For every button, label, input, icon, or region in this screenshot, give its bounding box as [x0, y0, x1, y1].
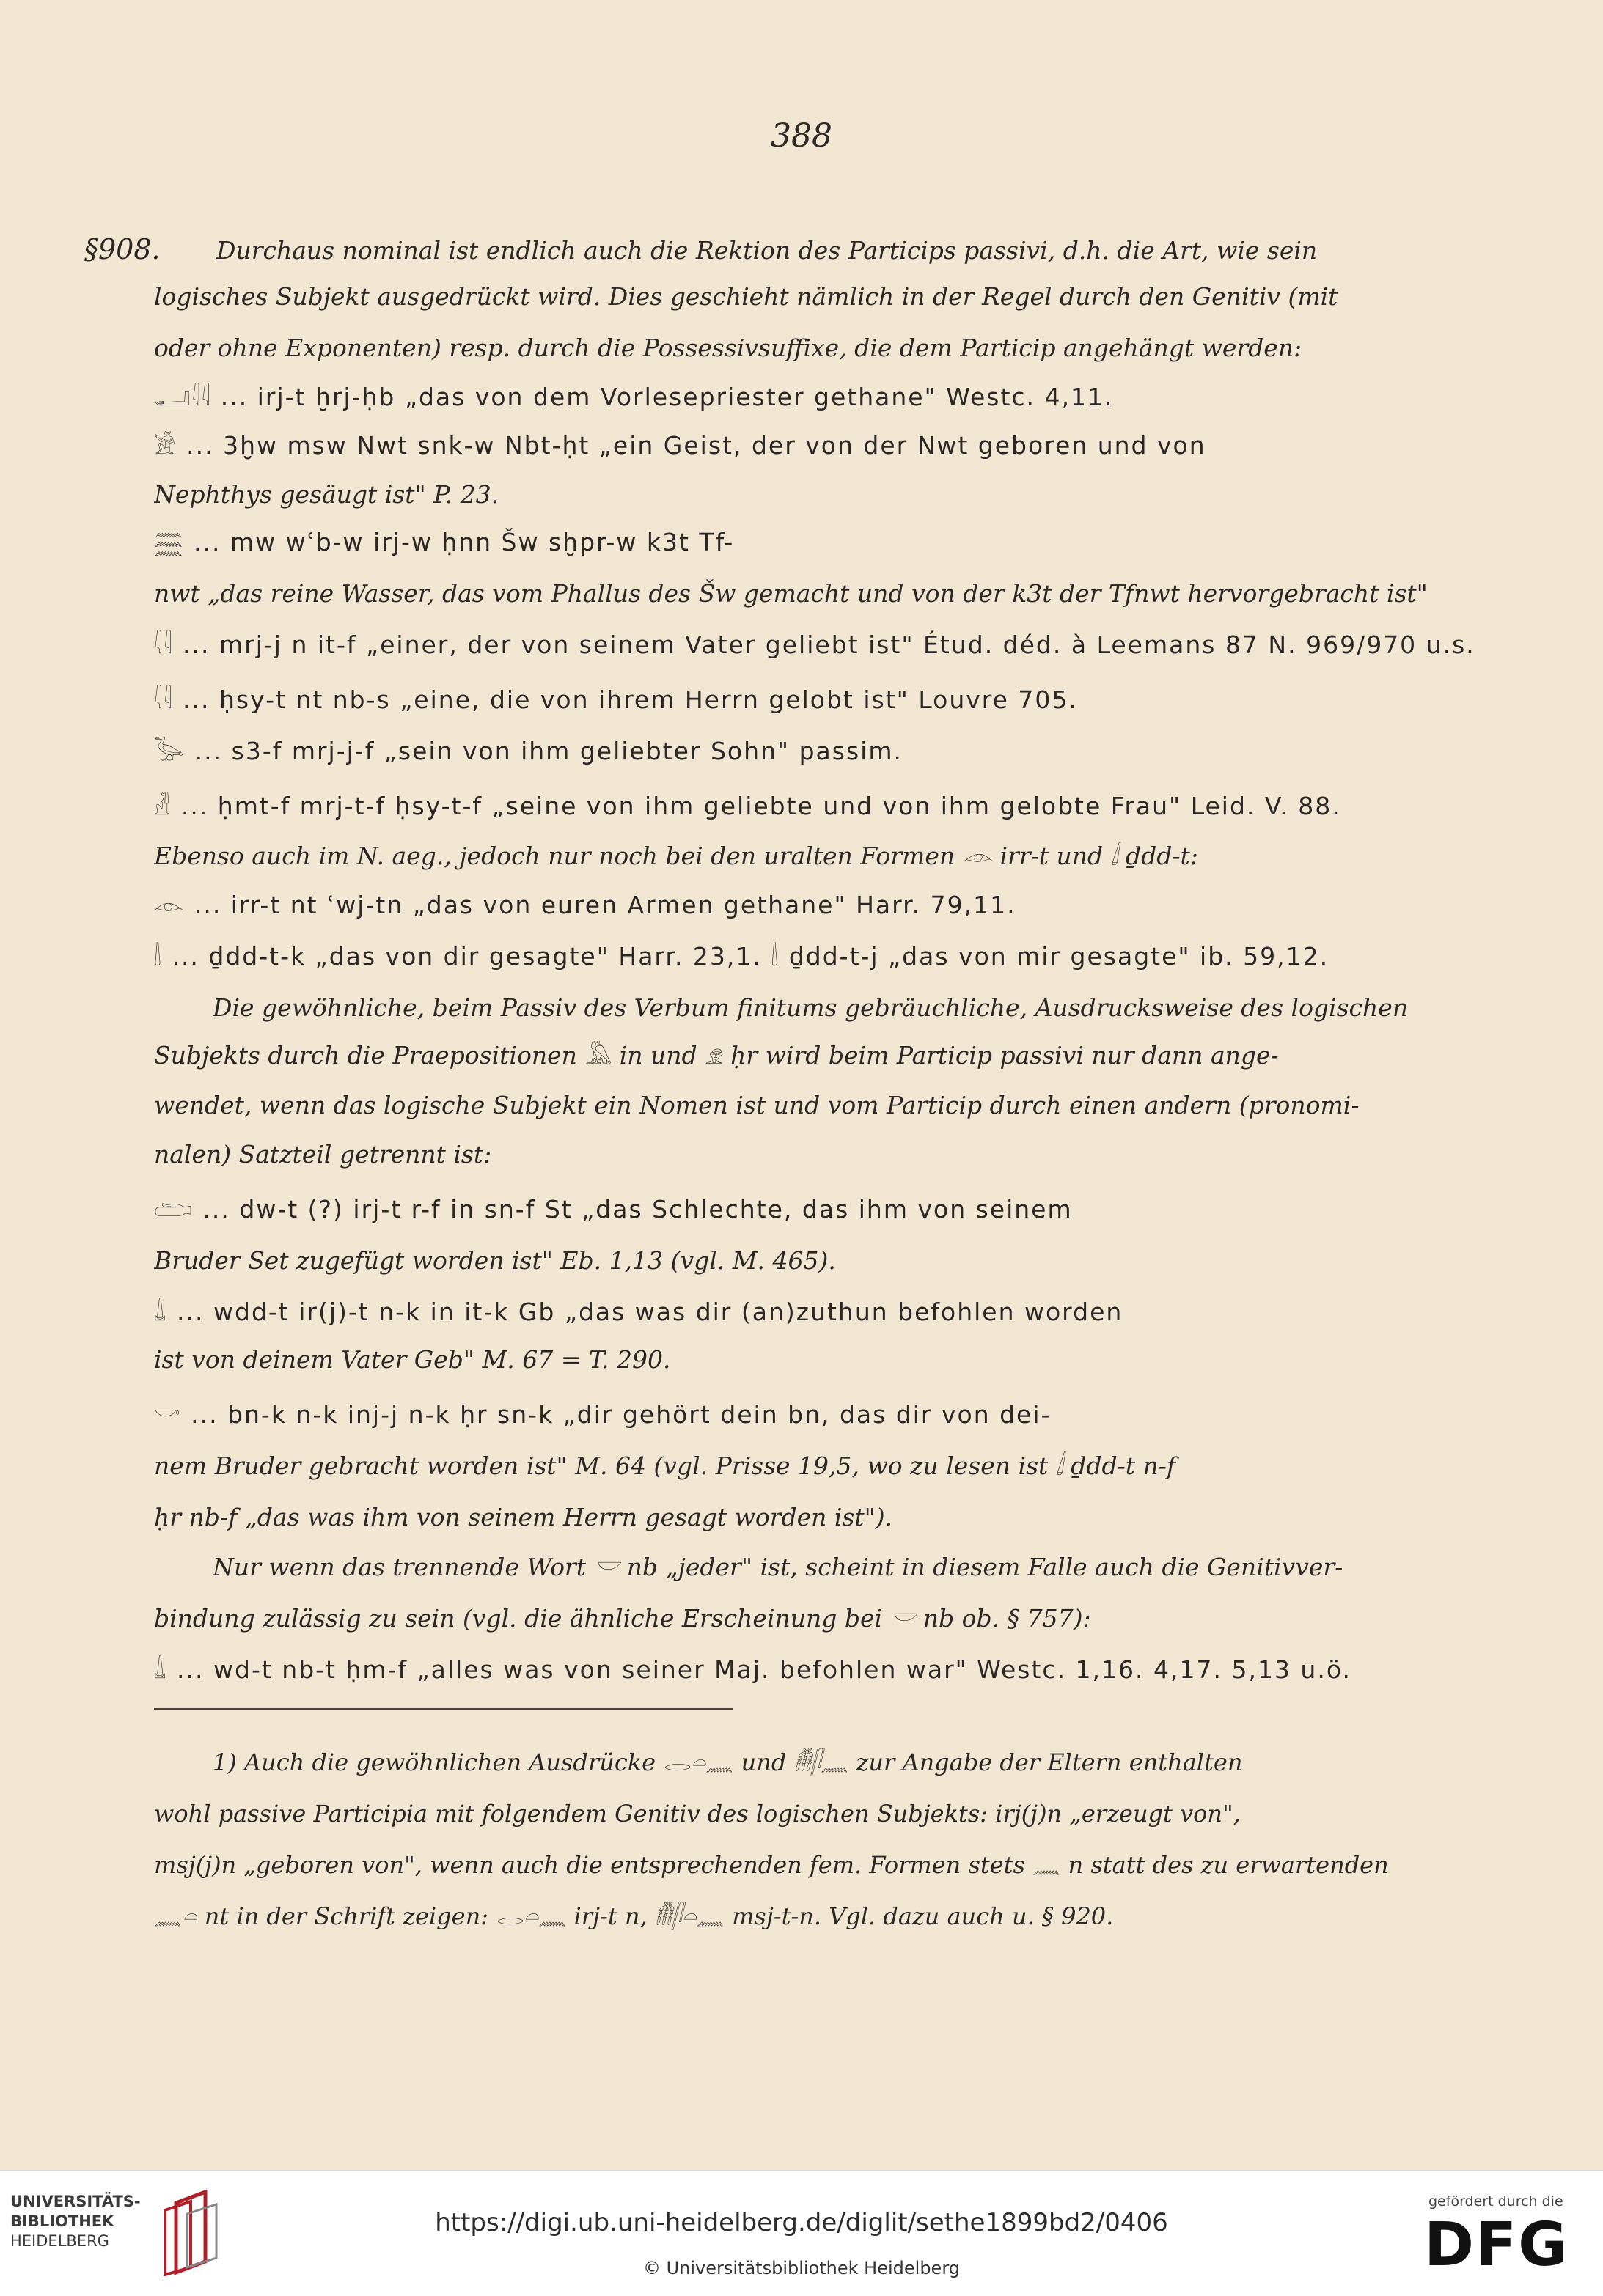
text-line-3: oder ohne Exponenten) resp. durch die Possessivsuffixe, die dem Particip angehängt werden: — [154, 334, 1302, 362]
logo-line-3: HEIDELBERG — [10, 2232, 109, 2250]
example-line-13: 𓍑 ... wd-t nb-t ḥm-f „alles was von seiner Maj. befohlen war" Westc. 1,16. 4,17. 5,13 u.ö. — [154, 1655, 1351, 1684]
footnote-line-1: 1) Auch die gewöhnlichen Ausdrücke 𓂋𓏏𓈖 und 𓄟𓋴𓈖 zur Angabe der Eltern enthalten — [213, 1748, 1243, 1776]
text-line-18: wendet, wenn das logische Subjekt ein Nomen ist und vom Particip durch einen andern (pronomi- — [154, 1091, 1360, 1119]
example-line-10: 𓂧 ... dw-t (?) irj-t r-f in sn-f St „das Schlechte, das ihm von seinem — [154, 1195, 1073, 1224]
text-line-17: Subjekts durch die Praepositionen 𓅓 in und 𓁷 ḥr wird beim Particip passivi nur dann ange- — [154, 1041, 1279, 1070]
text-line-27: Nur wenn das trennende Wort 𓎟 nb „jeder" ist, scheint in diesem Falle auch die Genitivver- — [213, 1553, 1343, 1581]
section-label: §908. — [84, 233, 161, 265]
logo-line-2: BIBLIOTHEK — [10, 2212, 114, 2230]
funder-label: gefördert durch die — [1428, 2193, 1563, 2209]
example-line-3: 𓈗 ... mw wʿb-w irj-w ḥnn Šw sḫpr-w k3t Tf- — [154, 528, 735, 556]
page-number: 388 — [771, 117, 832, 155]
text-line-13: Ebenso auch im N. aeg., jedoch nur noch bei den uralten Formen 𓁹 irr-t und 𓌃 ḏdd-t: — [154, 842, 1198, 870]
example-line-2: 𓀀 ... 3ḫw msw Nwt snk-w Nbt-ḥt „ein Geist, der von der Nwt geboren und von — [154, 431, 1206, 460]
text-line-2: logisches Subjekt ausgedrückt wird. Dies geschieht nämlich in der Regel durch den Genitiv (mit — [154, 282, 1338, 311]
footnote-line-3: msj(j)n „geboren von", wenn auch die entsprechenden fem. Formen stets 𓈖 n statt des zu erwartenden — [154, 1851, 1389, 1879]
dfg-logo: DFG — [1424, 2210, 1569, 2280]
footnote-line-2: wohl passive Participia mit folgendem Genitiv des logischen Subjekts: irj(j)n „erzeugt von", — [154, 1800, 1241, 1828]
text-line-23: ist von deinem Vater Geb" M. 67 = T. 290. — [154, 1345, 671, 1374]
text-line-16: Die gewöhnliche, beim Passiv des Verbum finitums gebräuchliche, Ausdrucksweise des logischen — [213, 993, 1409, 1022]
example-line-1: 𓂝𓇋𓇋 ... irj-t ḫrj-ḥb „das von dem Vorlesepriester gethane" Westc. 4,11. — [154, 383, 1114, 411]
logo-line-1: UNIVERSITÄTS- — [10, 2193, 141, 2210]
footnote-separator — [154, 1708, 733, 1710]
text-line-6: Nephthys gesäugt ist" P. 23. — [154, 480, 499, 509]
example-line-8: 𓁹 ... irr-t nt ʿwj-tn „das von euren Armen gethane" Harr. 79,11. — [154, 891, 1016, 919]
example-line-9: 𓌃 ... ḏdd-t-k „das von dir gesagte" Harr. 23,1. 𓌃 ḏdd-t-j „das von mir gesagte" ib. 59,12. — [154, 942, 1329, 971]
text-line-21: Bruder Set zugefügt worden ist" Eb. 1,13 (vgl. M. 465). — [154, 1246, 836, 1275]
example-line-12: 𓎡 ... bn-k n-k inj-j n-k ḥr sn-k „dir gehört dein bn, das dir von dei- — [154, 1400, 1052, 1429]
text-line-8: nwt „das reine Wasser, das vom Phallus des Šw gemacht und von der k3t der Tfnwt hervorgebracht ist" — [154, 579, 1428, 608]
copyright-text: © Universitätsbibliothek Heidelberg — [642, 2258, 960, 2278]
text-line-28: bindung zulässig zu sein (vgl. die ähnliche Erscheinung bei 𓎟 nb ob. § 757): — [154, 1604, 1091, 1633]
text-line-19: nalen) Satzteil getrennt ist: — [154, 1140, 492, 1169]
example-line-11: 𓍑 ... wdd-t ir(j)-t n-k in it-k Gb „das was dir (an)zuthun befohlen worden — [154, 1298, 1123, 1326]
footnote-line-4: 𓈖𓏏 nt in der Schrift zeigen: 𓂋𓏏𓈖 irj-t n, 𓄟𓋴𓏏𓈖 msj-t-n. Vgl. dazu auch u. § 920. — [154, 1902, 1114, 1930]
source-url-link[interactable]: https://digi.ub.uni-heidelberg.de/diglit/sethe1899bd2/0406 — [435, 2208, 1168, 2237]
example-line-7: 𓁐 ... ḥmt-f mrj-t-f ḥsy-t-f „seine von ihm geliebte und von ihm gelobte Frau" Leid. V. 88. — [154, 792, 1341, 820]
text-line-26: ḥr nb-f „das was ihm von seinem Herrn gesagt worden ist"). — [154, 1503, 893, 1531]
text-line-25: nem Bruder gebracht worden ist" M. 64 (vgl. Prisse 19,5, wo zu lesen ist 𓌃 ḏdd-t n-f — [154, 1451, 1176, 1480]
example-line-5: 𓇋𓇋 ... ḥsy-t nt nb-s „eine, die von ihrem Herrn gelobt ist" Louvre 705. — [154, 685, 1078, 714]
text-line-1: Durchaus nominal ist endlich auch die Rektion des Particips passivi, d.h. die Art, wie sein — [216, 236, 1318, 265]
example-line-4: 𓇋𓇋 ... mrj-j n it-f „einer, der von seinem Vater geliebt ist" Étud. déd. à Leemans 87 N. 969/970 u.s. — [154, 630, 1475, 659]
example-line-6: 𓅭 ... s3-f mrj-j-f „sein von ihm geliebter Sohn" passim. — [154, 737, 903, 765]
